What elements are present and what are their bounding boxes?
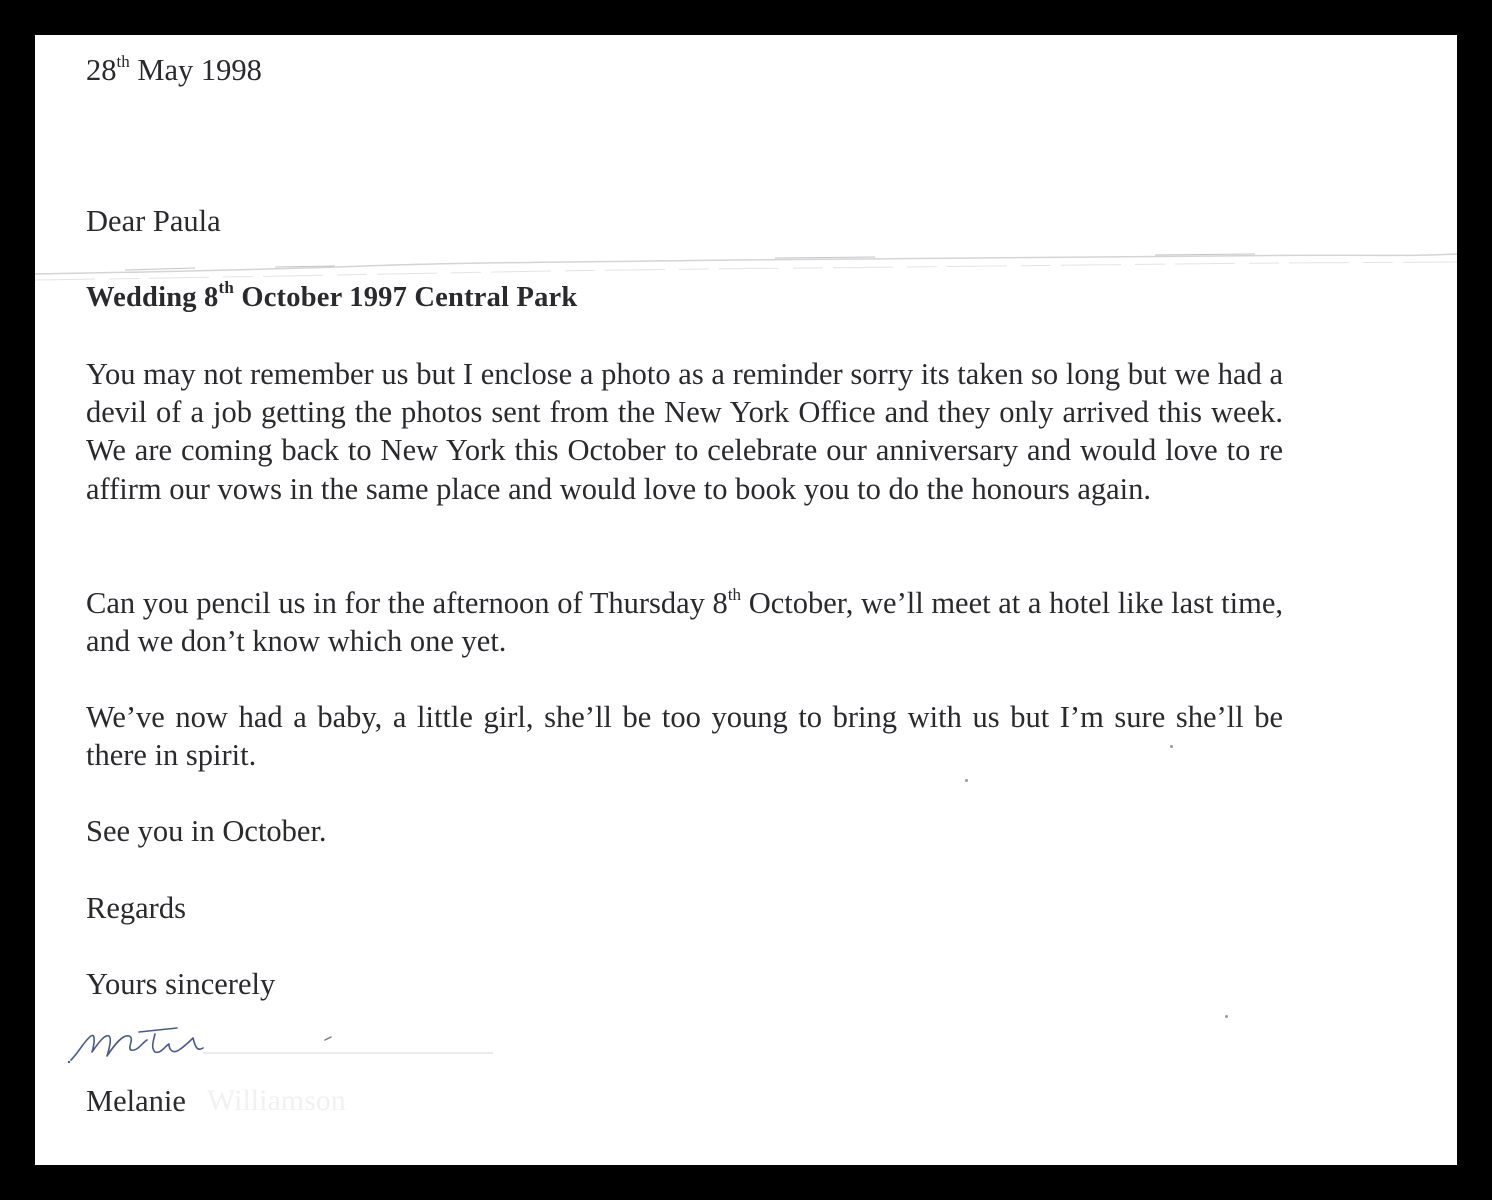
body-paragraph-2: Can you pencil us in for the afternoon of Thursday 8th October, we’ll meet at a hotel like last time, and we don’t know which one yet.	[86, 585, 1284, 659]
signature-line	[203, 1052, 493, 1054]
body-paragraph-3: We’ve now had a baby, a little girl, she’ll be too young to bring with us but I’m sure she’ll be there in spirit.	[86, 700, 1283, 773]
letter-page	[35, 35, 1457, 1165]
faded-surname-text: Williamson	[207, 1084, 346, 1117]
paper-speck	[965, 779, 968, 782]
signature-name: Melanie	[86, 1084, 186, 1118]
handwritten-signature	[65, 1020, 365, 1070]
salutation: Dear Paula	[86, 204, 221, 238]
paper-speck	[1225, 1015, 1228, 1018]
paper-speck	[1170, 745, 1173, 748]
body-paragraph-4: See you in October.	[86, 814, 327, 848]
closing-yours-sincerely: Yours sincerely	[86, 967, 276, 1001]
closing-regards: Regards	[86, 891, 186, 925]
letter-date: 28th May 1998	[86, 52, 262, 87]
body-paragraph-1: You may not remember us but I enclose a photo as a reminder sorry its taken so long but we had a devil of a job getting the photos sent from the New York Office and they only arrived this week. We are coming back to New York this October to celebrate our anniversary and would love to re affirm our vows in the same place and would love to book you to do the honours again.	[86, 357, 1283, 506]
subject-line: Wedding 8th October 1997 Central Park	[86, 278, 578, 313]
